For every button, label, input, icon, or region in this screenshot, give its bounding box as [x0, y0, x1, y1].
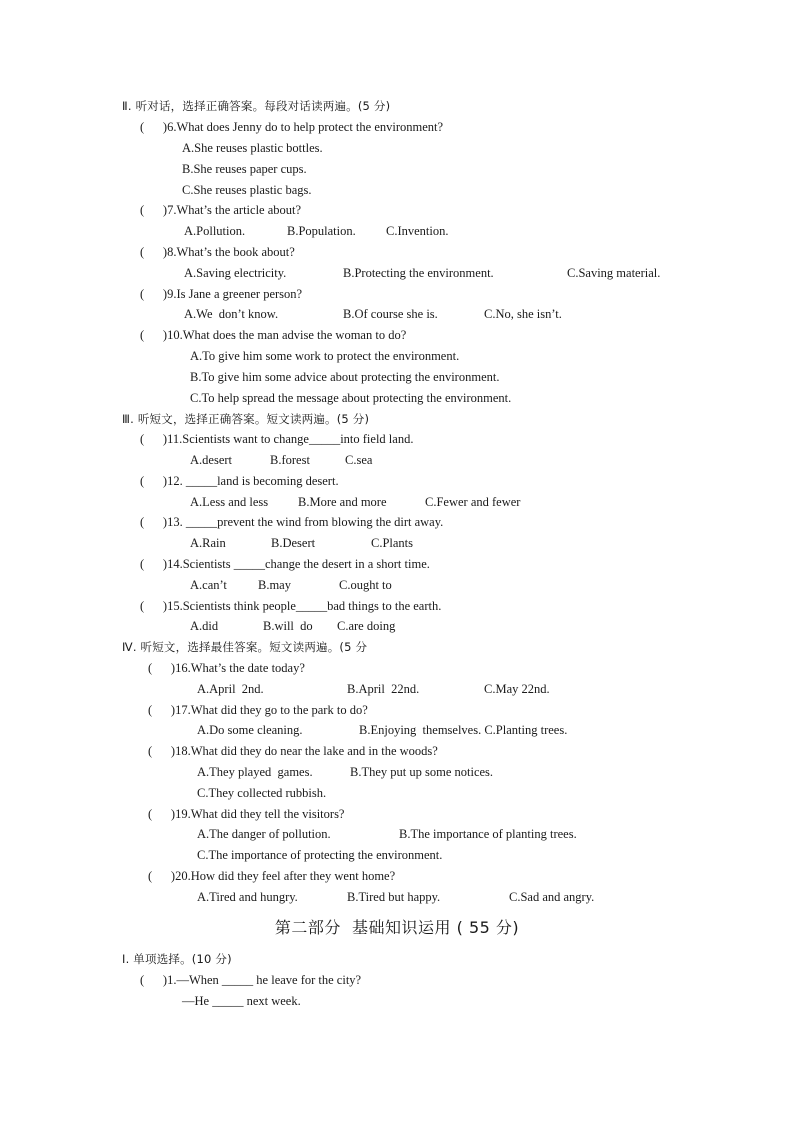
question-10: ( )10.What does the man advise the woman to do? — [140, 328, 407, 342]
q7-option-a: A.Pollution. — [184, 224, 246, 238]
q13-option-a: A.Rain — [190, 536, 226, 550]
section-3-heading: Ⅲ. 听短文，选择正确答案。短文读两遍。(5 分) — [122, 412, 370, 426]
question-17: ( )17.What did they go to the park to do? — [148, 703, 368, 717]
q6-option-c: C.She reuses plastic bags. — [182, 183, 312, 197]
q1-response-line: —He _____ next week. — [182, 994, 301, 1008]
q12-option-b: B.More and more — [298, 495, 387, 509]
q16-option-a: A.April 2nd. — [197, 682, 264, 696]
question-1: ( )1.—When _____ he leave for the city? — [140, 973, 362, 987]
q7-option-c: C.Invention. — [386, 224, 449, 238]
question-11: ( )11.Scientists want to change_____into field land. — [140, 432, 414, 446]
question-12: ( )12. _____land is becoming desert. — [140, 474, 339, 488]
q12-option-c: C.Fewer and fewer — [425, 495, 521, 509]
q18-option-a: A.They played games. — [197, 765, 313, 779]
q20-option-a: A.Tired and hungry. — [197, 890, 298, 904]
q8-option-c: C.Saving material. — [567, 266, 661, 280]
q11-option-b: B.forest — [270, 453, 310, 467]
question-15: ( )15.Scientists think people_____bad things to the earth. — [140, 599, 442, 613]
question-16: ( )16.What’s the date today? — [148, 661, 305, 675]
q20-option-c: C.Sad and angry. — [509, 890, 595, 904]
question-7: ( )7.What’s the article about? — [140, 203, 302, 217]
q14-option-b: B.may — [258, 578, 291, 592]
q16-option-c: C.May 22nd. — [484, 682, 550, 696]
q11-option-a: A.desert — [190, 453, 232, 467]
q6-option-b: B.She reuses paper cups. — [182, 162, 307, 176]
q17-option-a: A.Do some cleaning. — [197, 723, 303, 737]
question-9: ( )9.Is Jane a greener person? — [140, 287, 303, 301]
q8-option-a: A.Saving electricity. — [184, 266, 287, 280]
q13-option-b: B.Desert — [271, 536, 316, 550]
q7-option-b: B.Population. — [287, 224, 356, 238]
section-I-heading: Ⅰ. 单项选择。(10 分) — [122, 952, 232, 966]
q12-option-a: A.Less and less — [190, 495, 269, 509]
q14-option-a: A.can’t — [190, 578, 227, 592]
q13-option-c: C.Plants — [371, 536, 414, 550]
q15-option-c: C.are doing — [337, 619, 396, 633]
question-18: ( )18.What did they do near the lake and in the woods? — [148, 744, 438, 758]
question-13: ( )13. _____prevent the wind from blowing the dirt away. — [140, 515, 444, 529]
q10-option-b: B.To give him some advice about protecting the environment. — [190, 370, 500, 384]
q19-option-a: A.The danger of pollution. — [197, 827, 331, 841]
question-14: ( )14.Scientists _____change the desert in a short time. — [140, 557, 430, 571]
q8-option-b: B.Protecting the environment. — [343, 266, 494, 280]
q18-option-c: C.They collected rubbish. — [197, 786, 327, 800]
question-20: ( )20.How did they feel after they went home? — [148, 869, 396, 883]
section-4-heading: Ⅳ. 听短文，选择最佳答案。短文读两遍。(5 分 — [122, 640, 368, 654]
q20-option-b: B.Tired but happy. — [347, 890, 441, 904]
q9-option-a: A.We don’t know. — [184, 307, 279, 321]
q9-option-b: B.Of course she is. — [343, 307, 438, 321]
section-2-heading: Ⅱ. 听对话，选择正确答案。每段对话读两遍。(5 分) — [122, 99, 391, 113]
question-19: ( )19.What did they tell the visitors? — [148, 807, 345, 821]
q17-option-bc: B.Enjoying themselves. C.Planting trees. — [359, 723, 568, 737]
question-6: ( )6.What does Jenny do to help protect the environment? — [140, 120, 444, 134]
part-2-title: 第二部分 基础知识运用 ( 55 分) — [274, 918, 520, 937]
q15-option-a: A.did — [190, 619, 219, 633]
q18-option-b: B.They put up some notices. — [350, 765, 494, 779]
q14-option-c: C.ought to — [339, 578, 392, 592]
q19-option-b: B.The importance of planting trees. — [399, 827, 577, 841]
q16-option-b: B.April 22nd. — [347, 682, 420, 696]
q10-option-a: A.To give him some work to protect the environment. — [190, 349, 460, 363]
q15-option-b: B.will do — [263, 619, 313, 633]
question-8: ( )8.What’s the book about? — [140, 245, 295, 259]
q19-option-c: C.The importance of protecting the environment. — [197, 848, 443, 862]
q6-option-a: A.She reuses plastic bottles. — [182, 141, 323, 155]
q9-option-c: C.No, she isn’t. — [484, 307, 562, 321]
q10-option-c: C.To help spread the message about protecting the environment. — [190, 391, 512, 405]
q11-option-c: C.sea — [345, 453, 373, 467]
